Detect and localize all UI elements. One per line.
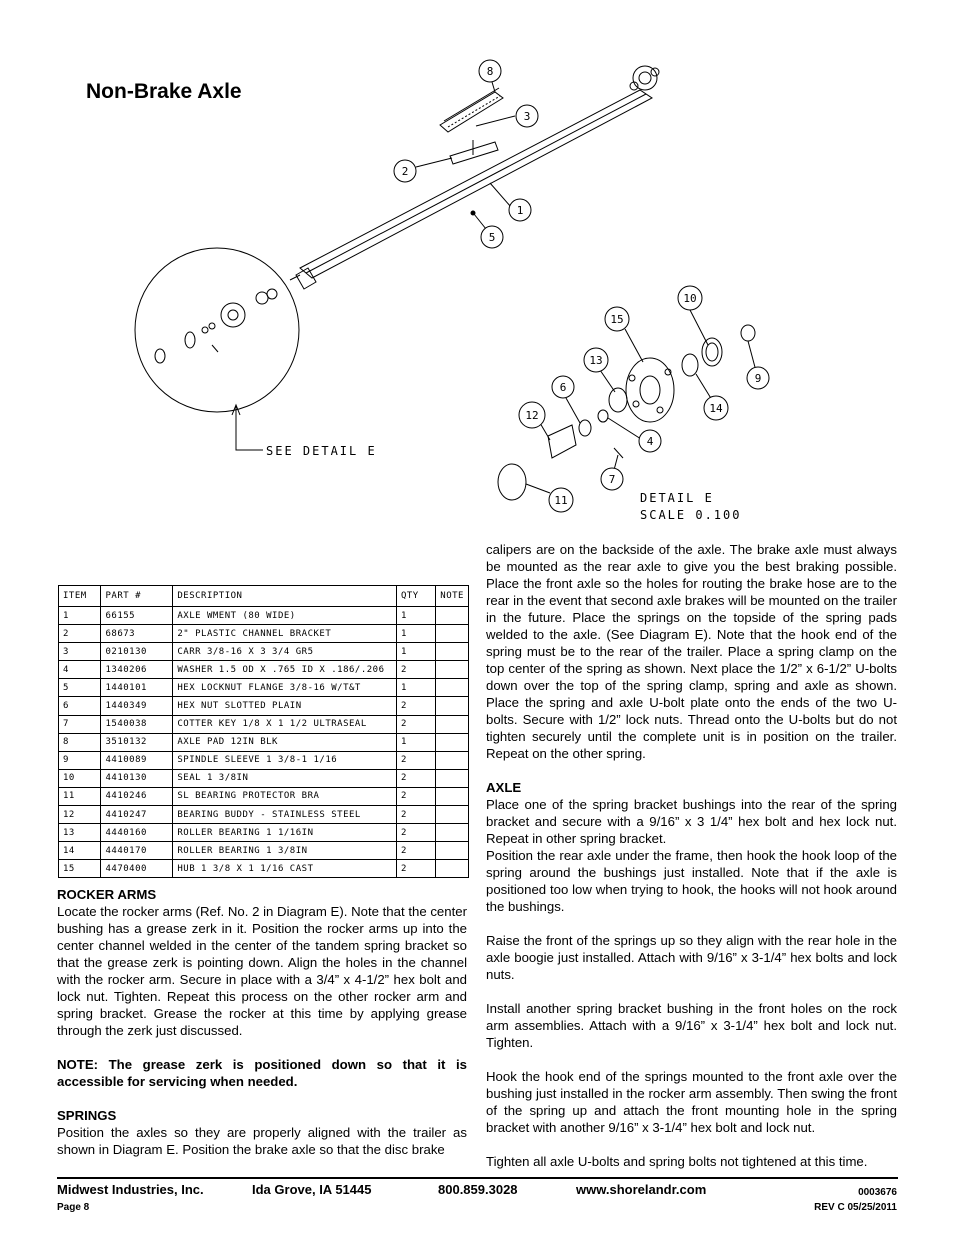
- cell-qty: 2: [396, 842, 435, 860]
- svg-text:12: 12: [525, 409, 539, 422]
- axle-tube: [290, 90, 652, 289]
- callout-12: [519, 402, 545, 428]
- cell-item: 6: [59, 697, 101, 715]
- rocker-arms-text: Locate the rocker arms (Ref. No. 2 in Diagram E). Note that the center bushing has a grease zerk in it. Position the rocker arms up into the center channel welded in the center of the tandem spring bracket so that the grease zerk is pointing down. Align the holes in the channel with the rocker arm. Secure in place with a 3/4” x 4-1/2” hex bolt and lock nut. Tighten. Repeat this process on the other rocker arm and spring bracket. Grease the rocker at this time by applying grease through the zerk just discussed.: [57, 904, 467, 1038]
- cell-description: COTTER KEY 1/8 X 1 1/2 ULTRASEAL: [173, 715, 397, 733]
- cell-qty: 1: [396, 733, 435, 751]
- cell-note: [436, 661, 469, 679]
- footer-company: Midwest Industries, Inc.: [57, 1182, 204, 1197]
- table-row: [59, 860, 469, 878]
- see-detail-label: SEE DETAIL E: [266, 444, 377, 458]
- axle-heading: AXLE: [486, 780, 522, 795]
- svg-text:9: 9: [754, 372, 762, 385]
- cell-qty: 2: [396, 860, 435, 878]
- cell-part-number: 3510132: [101, 733, 173, 751]
- cell-item: 13: [59, 824, 101, 842]
- cell-description: SEAL 1 3/8IN: [173, 769, 397, 787]
- parts-table: [58, 585, 469, 878]
- footer-page-number: Page 8: [57, 1202, 90, 1213]
- axle-paragraph-4: Install another spring bracket bushing in the front holes on the rock arm assemblies. Attach with a 9/16” x 3-1/4” hex bolt and lock nut. Tighten.: [486, 1001, 897, 1050]
- cell-note: [436, 751, 469, 769]
- cell-qty: 2: [396, 751, 435, 769]
- cell-qty: 1: [396, 625, 435, 643]
- cell-part-number: 4440160: [101, 824, 173, 842]
- cell-item: 14: [59, 842, 101, 860]
- cell-note: [436, 860, 469, 878]
- table-row: [59, 806, 469, 824]
- callout-2: [394, 160, 416, 182]
- cell-part-number: 4470400: [101, 860, 173, 878]
- table-row: [59, 679, 469, 697]
- cell-part-number: 4410130: [101, 769, 173, 787]
- cell-note: [436, 824, 469, 842]
- scale-label: SCALE 0.100: [640, 508, 742, 522]
- table-row: [59, 787, 469, 805]
- cell-part-number: 4440170: [101, 842, 173, 860]
- cell-note: [436, 697, 469, 715]
- footer-website: www.shorelandr.com: [576, 1182, 707, 1197]
- cell-description: HEX NUT SLOTTED PLAIN: [173, 697, 397, 715]
- table-row: [59, 625, 469, 643]
- callout-6: [552, 376, 574, 398]
- table-row: [59, 607, 469, 625]
- detail-circle-parts: [155, 289, 277, 363]
- cell-part-number: 1440101: [101, 679, 173, 697]
- cell-item: 4: [59, 661, 101, 679]
- table-row: [59, 661, 469, 679]
- svg-text:11: 11: [554, 494, 568, 507]
- cell-item: 2: [59, 625, 101, 643]
- cell-note: [436, 733, 469, 751]
- axle-paragraph-2: Position the rear axle under the frame, then hook the hook loop of the spring around the bushings just installed. Note that if the axle is positioned too low when trying to hook, the hooks will not hook around the bushings.: [486, 848, 897, 914]
- callout-8: [479, 60, 501, 82]
- right-column: [486, 541, 897, 1170]
- cell-note: [436, 643, 469, 661]
- parts-table-header: [59, 586, 469, 607]
- page-title: Non-Brake Axle: [86, 80, 242, 103]
- cell-description: AXLE PAD 12IN BLK: [173, 733, 397, 751]
- callout-15: [605, 307, 629, 331]
- cell-note: [436, 787, 469, 805]
- cell-note: [436, 715, 469, 733]
- cell-part-number: 1440349: [101, 697, 173, 715]
- axle-paragraph-3: Raise the front of the springs up so they align with the rear hole in the axle boogie just installed. Attach with 9/16” x 3-1/4” hex bolts and lock nuts.: [486, 933, 897, 982]
- cell-item: 7: [59, 715, 101, 733]
- svg-text:3: 3: [523, 110, 531, 123]
- cell-note: [436, 842, 469, 860]
- cell-part-number: 66155: [101, 607, 173, 625]
- cell-item: 1: [59, 607, 101, 625]
- cell-description: HEX LOCKNUT FLANGE 3/8-16 W/T&T: [173, 679, 397, 697]
- cell-description: BEARING BUDDY - STAINLESS STEEL: [173, 806, 397, 824]
- cell-part-number: 1540038: [101, 715, 173, 733]
- axle-pad: [440, 88, 503, 132]
- svg-text:13: 13: [589, 354, 603, 367]
- cell-qty: 1: [396, 607, 435, 625]
- grease-note: NOTE: The grease zerk is positioned down so that it is accessible for servicing when needed.: [57, 1057, 467, 1089]
- cell-item: 5: [59, 679, 101, 697]
- svg-text:6: 6: [559, 381, 567, 394]
- table-row: [59, 824, 469, 842]
- cell-item: 9: [59, 751, 101, 769]
- cell-description: WASHER 1.5 OD X .765 ID X .186/.206: [173, 661, 397, 679]
- callout-10: [678, 286, 702, 310]
- axle-paragraph-5: Hook the hook end of the springs mounted to the front axle over the bushing just installed in the rocker arm assembly. Then swing the front of the spring up and attach the front mounting hole in the spring bracket with another 9/16” x 3-1/4” hex bolt and lock nut.: [486, 1069, 897, 1135]
- footer-doc-number: 0003676: [858, 1187, 897, 1198]
- callout-13: [584, 348, 608, 372]
- axle-exploded-diagram: [0, 0, 954, 540]
- header-description: DESCRIPTION: [173, 586, 397, 607]
- svg-text:15: 15: [610, 313, 624, 326]
- table-row: [59, 643, 469, 661]
- table-row: [59, 769, 469, 787]
- cell-qty: 2: [396, 661, 435, 679]
- cell-part-number: 1340206: [101, 661, 173, 679]
- svg-text:2: 2: [401, 165, 409, 178]
- header-part: PART #: [101, 586, 173, 607]
- svg-text:8: 8: [486, 65, 494, 78]
- springs-continued-text: calipers are on the backside of the axle. The brake axle must always be mounted as the rear axle to give you the best braking possible. Place the front axle so the holes for routing the brake hose are to the rear in the event that second axle brakes will be mounted on the trailer in the future. Place the springs on the topside of the spring pads welded to the axle. (See Diagram E). Note that the hook end of the spring must be to the rear of the trailer. Place a spring clamp on the top center of the spring as shown. Next place the 1/2” x 6-1/2” U-bolts down over the top of the spring clamp, spring and axle as shown. Place the spring and axle U-bolt plate onto the ends of the two U-bolts. Secure with 1/2” lock nuts. Thread onto the U-bolts but do not tighten securely until the complete unit is in position on the trailer. Repeat on the other spring.: [486, 542, 897, 761]
- footer-revision: REV C 05/25/2011: [814, 1202, 897, 1213]
- svg-text:7: 7: [608, 473, 616, 486]
- cell-qty: 2: [396, 787, 435, 805]
- cell-note: [436, 679, 469, 697]
- cell-item: 10: [59, 769, 101, 787]
- svg-text:10: 10: [683, 292, 697, 305]
- table-row: [59, 697, 469, 715]
- cell-note: [436, 806, 469, 824]
- cell-part-number: 4410247: [101, 806, 173, 824]
- springs-text: Position the axles so they are properly aligned with the trailer as shown in Diagram E. Position the brake axle so that the disc brake: [57, 1125, 467, 1157]
- callout-3: [516, 105, 538, 127]
- cell-description: CARR 3/8-16 X 3 3/4 GR5: [173, 643, 397, 661]
- rocker-arms-heading: ROCKER ARMS: [57, 887, 157, 902]
- cell-item: 12: [59, 806, 101, 824]
- cell-item: 8: [59, 733, 101, 751]
- header-qty: QTY: [396, 586, 435, 607]
- header-note: NOTE: [436, 586, 469, 607]
- callout-9: [747, 367, 769, 389]
- footer-city: Ida Grove, IA 51445: [252, 1182, 372, 1197]
- cell-qty: 2: [396, 806, 435, 824]
- callout-5: [481, 226, 503, 248]
- svg-text:4: 4: [646, 435, 654, 448]
- cell-note: [436, 769, 469, 787]
- cell-item: 15: [59, 860, 101, 878]
- callout-4: [639, 430, 661, 452]
- axle-paragraph-1: Place one of the spring bracket bushings into the rear of the spring bracket and secure with a 9/16” x 3 1/4” hex bolt and hex lock nut. Repeat in other spring bracket.: [486, 797, 897, 846]
- end-hub: [630, 66, 659, 90]
- svg-text:5: 5: [488, 231, 496, 244]
- cell-note: [436, 607, 469, 625]
- cell-description: ROLLER BEARING 1 3/8IN: [173, 842, 397, 860]
- cell-description: AXLE WMENT (80 WIDE): [173, 607, 397, 625]
- callout-7: [601, 468, 623, 490]
- springs-heading: SPRINGS: [57, 1108, 117, 1123]
- table-row: [59, 733, 469, 751]
- footer-phone: 800.859.3028: [438, 1182, 518, 1197]
- cell-item: 3: [59, 643, 101, 661]
- cell-part-number: 4410246: [101, 787, 173, 805]
- cell-part-number: 4410089: [101, 751, 173, 769]
- cell-description: SPINDLE SLEEVE 1 3/8-1 1/16: [173, 751, 397, 769]
- cell-part-number: 68673: [101, 625, 173, 643]
- detail-label: DETAIL E: [640, 491, 714, 505]
- cell-qty: 2: [396, 715, 435, 733]
- svg-text:14: 14: [709, 402, 723, 415]
- detail-circle: [135, 248, 299, 412]
- table-row: [59, 715, 469, 733]
- header-item: ITEM: [59, 586, 101, 607]
- cell-description: ROLLER BEARING 1 1/16IN: [173, 824, 397, 842]
- cell-item: 11: [59, 787, 101, 805]
- footer-divider: [57, 1177, 898, 1179]
- left-column: [57, 886, 467, 1158]
- cell-description: HUB 1 3/8 X 1 1/16 CAST: [173, 860, 397, 878]
- callout-11: [549, 488, 573, 512]
- callout-1: [509, 199, 531, 221]
- callout-14: [704, 396, 728, 420]
- axle-paragraph-6: Tighten all axle U-bolts and spring bolts not tightened at this time.: [486, 1154, 868, 1169]
- cell-description: 2" PLASTIC CHANNEL BRACKET: [173, 625, 397, 643]
- cell-qty: 1: [396, 643, 435, 661]
- table-row: [59, 751, 469, 769]
- cell-qty: 2: [396, 697, 435, 715]
- cell-qty: 2: [396, 769, 435, 787]
- cell-qty: 1: [396, 679, 435, 697]
- cell-qty: 2: [396, 824, 435, 842]
- cell-description: SL BEARING PROTECTOR BRA: [173, 787, 397, 805]
- plastic-bracket: [450, 142, 498, 164]
- cell-part-number: 0210130: [101, 643, 173, 661]
- cell-note: [436, 625, 469, 643]
- table-row: [59, 842, 469, 860]
- svg-text:1: 1: [516, 204, 524, 217]
